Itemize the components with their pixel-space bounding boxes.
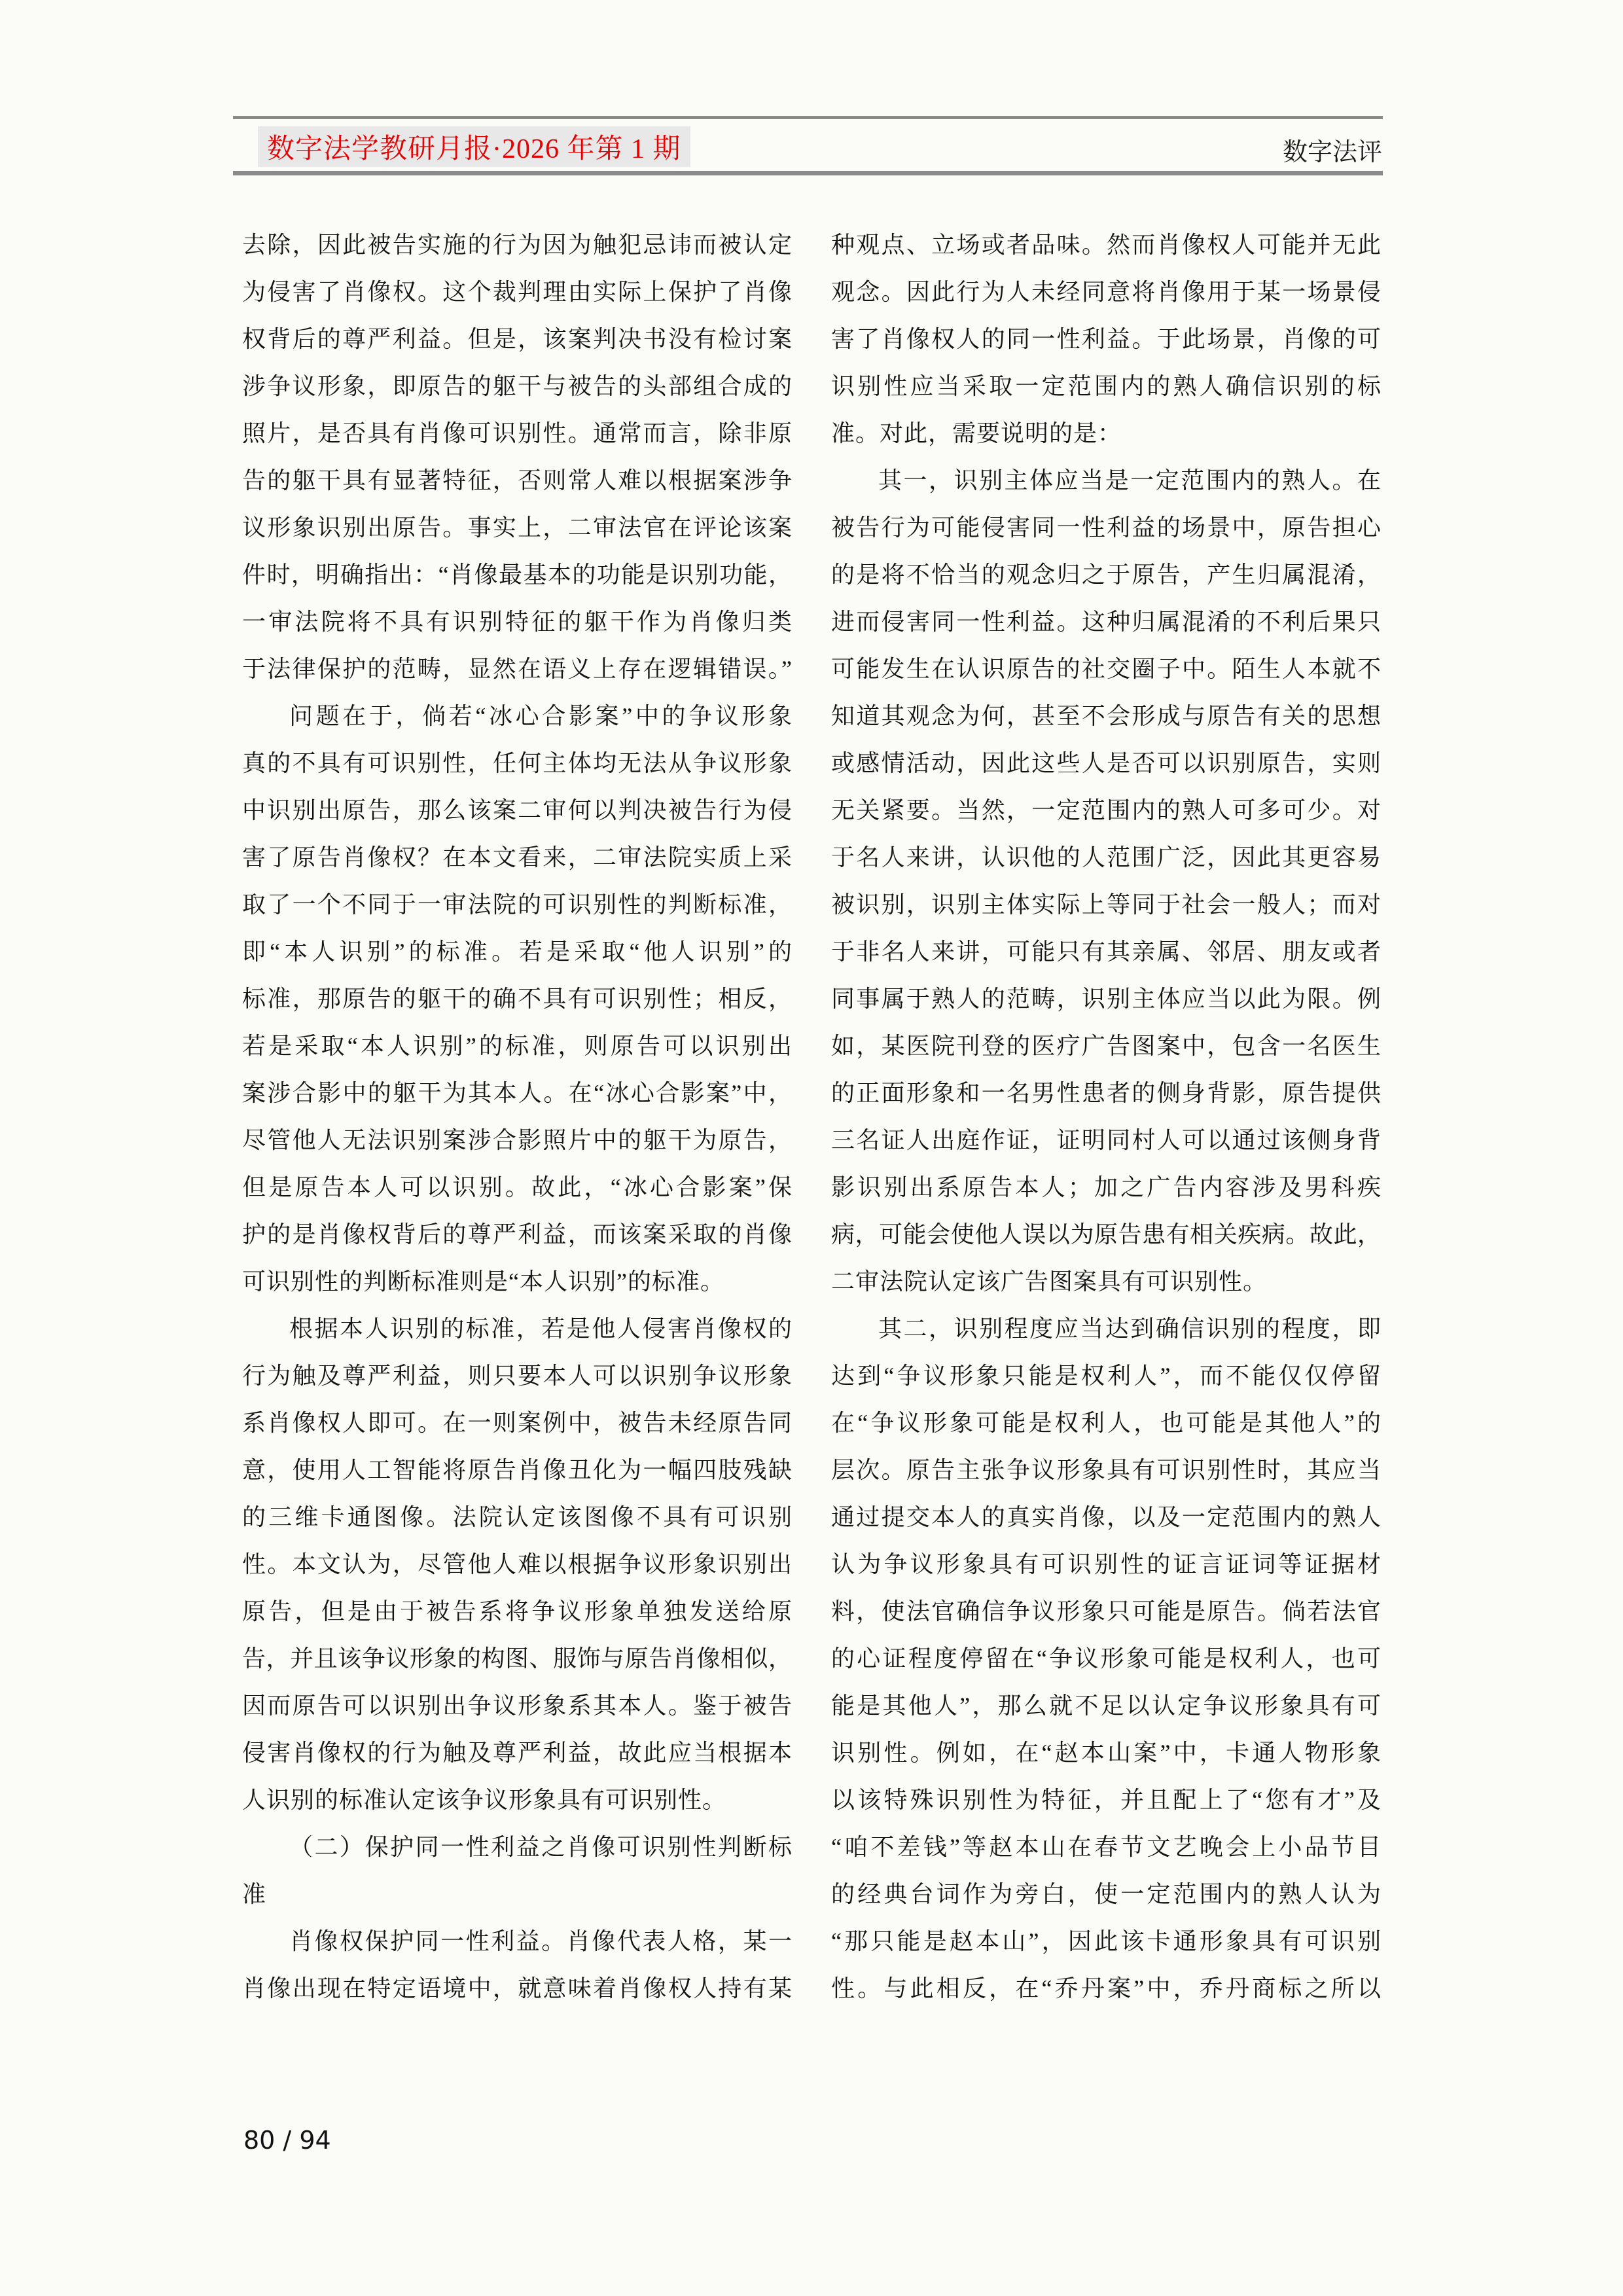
text-line: 无关紧要。当然，一定范围内的熟人可多可少。对 [831, 797, 1381, 823]
text-line: 或感情活动，因此这些人是否可以识别原告，实则 [831, 750, 1381, 776]
text-line: 的正面形象和一名男性患者的侧身背影，原告提供 [831, 1080, 1381, 1106]
text-line: 若是采取“本人识别”的标准，则原告可以识别出 [242, 1033, 792, 1059]
text-line: （二）保护同一性利益之肖像可识别性判断标 [289, 1834, 792, 1860]
text-line: “那只能是赵本山”，因此该卡通形象具有可识别 [831, 1928, 1381, 1954]
text-line: 去除，因此被告实施的行为因为触犯忌讳而被认定 [242, 232, 792, 258]
text-line: 护的是肖像权背后的尊严利益，而该案采取的肖像 [242, 1221, 792, 1247]
text-line: 涉争议形象，即原告的躯干与被告的头部组合成的 [242, 373, 792, 399]
header-bottom-rule [233, 171, 1383, 175]
text-line: 进而侵害同一性利益。这种归属混淆的不利后果只 [831, 609, 1381, 635]
text-line: 件时，明确指出：“肖像最基本的功能是识别功能， [242, 562, 792, 588]
text-line: 可识别性的判断标准则是“本人识别”的标准。 [242, 1268, 724, 1295]
text-line: 准。对此，需要说明的是： [831, 420, 1122, 446]
text-line: 原告，但是由于被告系将争议形象单独发送给原 [242, 1598, 792, 1624]
text-line: 的三维卡通图像。法院认定该图像不具有可识别 [242, 1504, 792, 1530]
text-line: 害了原告肖像权？在本文看来，二审法院实质上采 [242, 844, 792, 870]
text-line: 性。本文认为，尽管他人难以根据争议形象识别出 [242, 1551, 792, 1577]
page-number: 80 / 94 [243, 2126, 331, 2155]
text-line: 但是原告本人可以识别。故此，“冰心合影案”保 [242, 1174, 792, 1200]
text-line: 一审法院将不具有识别特征的躯干作为肖像归类 [242, 609, 792, 635]
text-line: 于名人来讲，认识他的人范围广泛，因此其更容易 [831, 844, 1381, 870]
text-line: 侵害肖像权的行为触及尊严利益，故此应当根据本 [242, 1740, 792, 1766]
left-text-column [242, 221, 792, 2012]
text-line: 为侵害了肖像权。这个裁判理由实际上保护了肖像 [242, 279, 792, 305]
right-text-column [831, 221, 1381, 2012]
text-line: 如，某医院刊登的医疗广告图案中，包含一名医生 [831, 1033, 1381, 1059]
text-line: 以该特殊识别性为特征，并且配上了“您有才”及 [831, 1787, 1381, 1813]
text-line: 告，并且该争议形象的构图、服饰与原告肖像相似， [242, 1645, 792, 1672]
text-line: 在“争议形象可能是权利人，也可能是其他人”的 [831, 1410, 1381, 1436]
text-line: “咱不差钱”等赵本山在春节文艺晚会上小品节目 [831, 1834, 1381, 1860]
text-line: 其二，识别程度应当达到确信识别的程度，即 [878, 1316, 1381, 1342]
text-line: 行为触及尊严利益，则只要本人可以识别争议形象 [242, 1363, 792, 1389]
text-line: 料，使法官确信争议形象只可能是原告。倘若法官 [831, 1598, 1381, 1624]
text-line: 达到“争议形象只能是权利人”，而不能仅仅停留 [831, 1363, 1381, 1389]
text-line: 因而原告可以识别出争议形象系其本人。鉴于被告 [242, 1693, 792, 1719]
text-line: 识别性。例如，在“赵本山案”中，卡通人物形象 [831, 1740, 1381, 1766]
text-line: 照片，是否具有肖像可识别性。通常而言，除非原 [242, 420, 792, 446]
text-line: 案涉合影中的躯干为其本人。在“冰心合影案”中， [242, 1080, 792, 1106]
text-line: 标准，那原告的躯干的确不具有可识别性；相反， [242, 986, 792, 1012]
text-line: 层次。原告主张争议形象具有可识别性时，其应当 [831, 1457, 1381, 1483]
text-line: 告的躯干具有显著特征，否则常人难以根据案涉争 [242, 467, 792, 493]
text-line: 根据本人识别的标准，若是他人侵害肖像权的 [289, 1316, 792, 1342]
text-line: 即“本人识别”的标准。若是采取“他人识别”的 [242, 939, 792, 965]
text-line: 知道其观念为何，甚至不会形成与原告有关的思想 [831, 703, 1381, 729]
text-line: 可能发生在认识原告的社交圈子中。陌生人本就不 [831, 656, 1381, 682]
text-line: 权背后的尊严利益。但是，该案判决书没有检讨案 [242, 326, 792, 352]
text-line: 中识别出原告，那么该案二审何以判决被告行为侵 [242, 797, 792, 823]
text-line: 同事属于熟人的范畴，识别主体应当以此为限。例 [831, 986, 1381, 1012]
text-line: 三名证人出庭作证，证明同村人可以通过该侧身背 [831, 1127, 1381, 1153]
text-line: 取了一个不同于一审法院的可识别性的判断标准， [242, 891, 792, 918]
text-line: 真的不具有可识别性，任何主体均无法从争议形象 [242, 750, 792, 776]
text-line: 的心证程度停留在“争议形象可能是权利人，也可 [831, 1645, 1381, 1672]
text-line: 议形象识别出原告。事实上，二审法官在评论该案 [242, 514, 792, 541]
journal-title: 数字法学教研月报·2026 年第 1 期 [267, 134, 681, 164]
journal-title-highlight [258, 126, 690, 167]
text-line: 识别性应当采取一定范围内的熟人确信识别的标 [831, 373, 1381, 399]
text-line: 被识别，识别主体实际上等同于社会一般人；而对 [831, 891, 1381, 918]
text-line: 意，使用人工智能将原告肖像丑化为一幅四肢残缺 [242, 1457, 792, 1483]
text-line: 的经典台词作为旁白，使一定范围内的熟人认为 [831, 1881, 1381, 1907]
text-line: 其一，识别主体应当是一定范围内的熟人。在 [878, 467, 1381, 493]
text-line: 影识别出系原告本人；加之广告内容涉及男科疾 [831, 1174, 1381, 1200]
text-line: 问题在于，倘若“冰心合影案”中的争议形象 [289, 703, 792, 729]
text-line: 准 [242, 1881, 267, 1907]
text-line: 种观点、立场或者品味。然而肖像权人可能并无此 [831, 232, 1381, 258]
text-line: 于非名人来讲，可能只有其亲属、邻居、朋友或者 [831, 939, 1381, 965]
text-line: 性。与此相反，在“乔丹案”中，乔丹商标之所以 [831, 1975, 1381, 2001]
text-line: 病，可能会使他人误以为原告患有相关疾病。故此， [831, 1221, 1381, 1247]
text-line: 能是其他人”，那么就不足以认定争议形象具有可 [831, 1693, 1381, 1719]
text-line: 肖像权保护同一性利益。肖像代表人格，某一 [289, 1928, 792, 1954]
text-line: 系肖像权人即可。在一则案例中，被告未经原告同 [242, 1410, 792, 1436]
text-line: 被告行为可能侵害同一性利益的场景中，原告担心 [831, 514, 1381, 541]
text-line: 通过提交本人的真实肖像，以及一定范围内的熟人 [831, 1504, 1381, 1530]
header-top-rule [233, 116, 1383, 119]
text-line: 观念。因此行为人未经同意将肖像用于某一场景侵 [831, 279, 1381, 305]
text-line: 害了肖像权人的同一性利益。于此场景，肖像的可 [831, 326, 1381, 352]
text-line: 肖像出现在特定语境中，就意味着肖像权人持有某 [242, 1975, 792, 2001]
text-line: 的是将不恰当的观念归之于原告，产生归属混淆， [831, 562, 1381, 588]
section-title: 数字法评 [1282, 139, 1382, 166]
text-line: 二审法院认定该广告图案具有可识别性。 [831, 1268, 1268, 1295]
text-line: 于法律保护的范畴，显然在语义上存在逻辑错误。” [242, 656, 792, 682]
text-line: 人识别的标准认定该争议形象具有可识别性。 [242, 1787, 727, 1813]
text-line: 尽管他人无法识别案涉合影照片中的躯干为原告， [242, 1127, 792, 1153]
text-line: 认为争议形象具有可识别性的证言证词等证据材 [831, 1551, 1381, 1577]
